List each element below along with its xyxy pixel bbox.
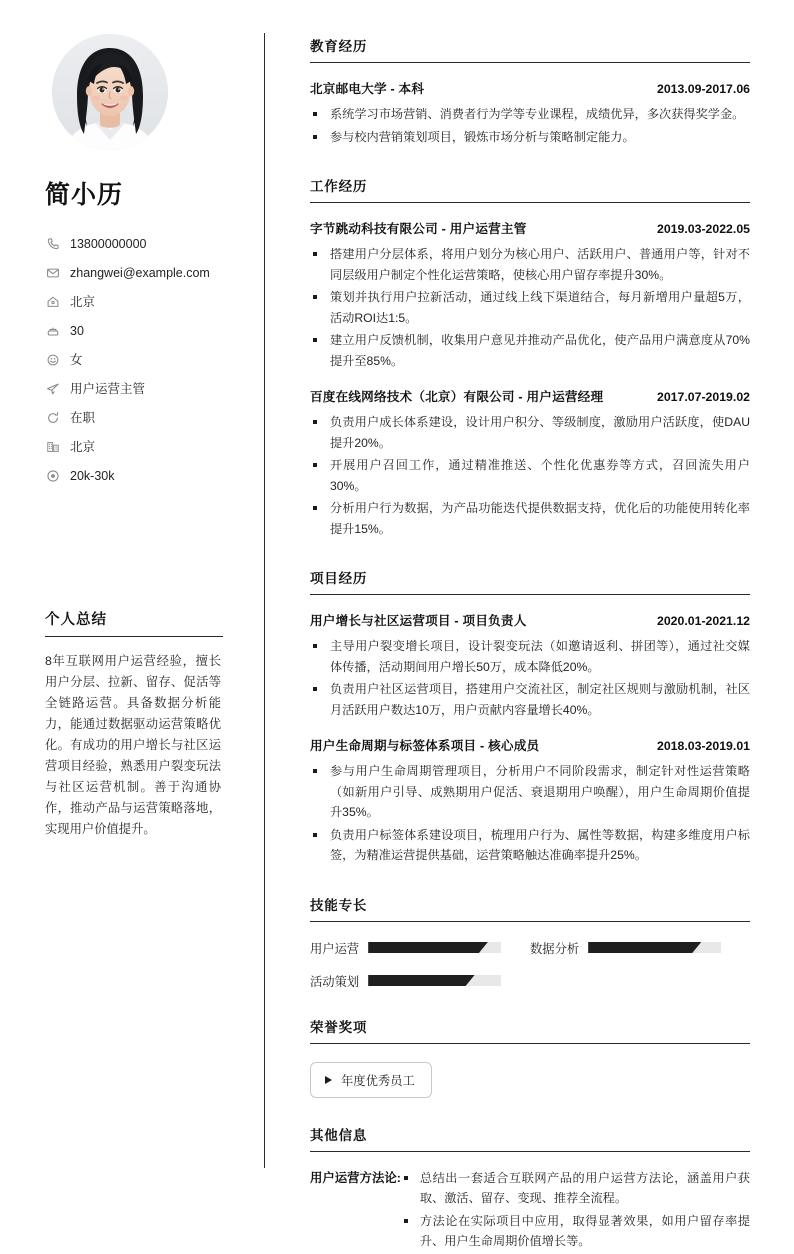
work-bullets xyxy=(310,244,750,371)
list-item: 搭建用户分层体系，将用户划分为核心用户、活跃用户、普通用户等，针对不同层级用户制定个性化运营策略，使核心用户留存率提升30%。 xyxy=(310,244,750,285)
skill-item xyxy=(530,939,750,957)
contact-value-phone: 13800000000 xyxy=(70,236,147,251)
skills-section xyxy=(310,894,750,990)
education-entry-head xyxy=(310,78,750,97)
honor-badge[interactable] xyxy=(310,1062,432,1098)
work-section xyxy=(310,175,750,539)
work-entry-date: 2017.07-2019.02 xyxy=(657,390,750,404)
building-icon xyxy=(45,439,61,455)
other-row xyxy=(310,1168,750,1254)
list-item: 参与校内营销策划项目，锻炼市场分析与策略制定能力。 xyxy=(310,127,750,148)
summary-section xyxy=(45,608,236,840)
education-entry-title: 北京邮电大学 - 本科 xyxy=(310,82,425,96)
paper-plane-icon xyxy=(45,381,61,397)
list-item: 方法论在实际项目中应用，取得显著效果，如用户留存率提升、用户生命周期价值增长等。 xyxy=(401,1211,750,1252)
list-item: 策划并执行用户拉新活动，通过线上线下渠道结合，每月新增用户量超5万，活动ROI达1:5。 xyxy=(310,287,750,328)
cake-icon xyxy=(45,323,61,339)
spacer xyxy=(310,1098,750,1124)
right-column xyxy=(264,0,794,1254)
project-entry-title: 用户增长与社区运营项目 - 项目负责人 xyxy=(310,614,527,628)
list-item: 负责用户标签体系建设项目，梳理用户行为、属性等数据，构建多维度用户标签，为精准运营提供基础，运营策略触达准确率提升25%。 xyxy=(310,825,750,866)
contact-value-gender: 女 xyxy=(70,352,83,367)
play-triangle-icon xyxy=(325,1076,332,1084)
contact-item-location xyxy=(45,287,236,316)
contact-item-status xyxy=(45,403,236,432)
summary-text: 8年互联网用户运营经验，擅长用户分层、拉新、留存、促活等全链路运营。具备数据分析能力，能通过数据驱动运营策略优化。有成功的用户增长与社区运营项目经验，熟悉用户裂变玩法与社区运营机制。善于沟通协作，推动产品与运营策略落地，实现用户价值提升。 xyxy=(45,654,221,836)
work-entry-date: 2019.03-2022.05 xyxy=(657,222,750,236)
contact-value-location: 北京 xyxy=(70,294,96,309)
project-entry-date: 2018.03-2019.01 xyxy=(657,739,750,753)
spacer xyxy=(310,149,750,175)
list-item: 参与用户生命周期管理项目，分析用户不同阶段需求，制定针对性运营策略（如新用户引导、成熟期用户促活、衰退期用户唤醒），用户生命周期价值提升35%。 xyxy=(310,761,750,823)
contact-item-email xyxy=(45,258,236,287)
contact-value-salary: 20k-30k xyxy=(70,468,115,483)
other-heading: 其他信息 xyxy=(310,1124,750,1152)
honors-heading: 荣誉奖项 xyxy=(310,1016,750,1044)
work-entry xyxy=(310,218,750,371)
project-bullets xyxy=(310,761,750,866)
other-section xyxy=(310,1124,750,1254)
contact-item-phone xyxy=(45,229,236,258)
skills-heading: 技能专长 xyxy=(310,894,750,922)
skill-bar-track xyxy=(368,975,501,986)
skill-label: 数据分析 xyxy=(530,941,580,956)
project-bullets xyxy=(310,636,750,720)
spacer xyxy=(310,541,750,567)
contact-value-email: zhangwei@example.com xyxy=(70,265,210,280)
project-entry-title: 用户生命周期与标签体系项目 - 核心成员 xyxy=(310,739,540,753)
contact-item-salary xyxy=(45,461,236,490)
education-bullets xyxy=(310,104,750,147)
work-heading: 工作经历 xyxy=(310,175,750,203)
honor-badge-label: 年度优秀员工 xyxy=(341,1073,415,1088)
honors-section xyxy=(310,1016,750,1098)
list-item: 开展用户召回工作，通过精准推送、个性化优惠券等方式，召回流失用户30%。 xyxy=(310,455,750,496)
contact-value-city: 北京 xyxy=(70,439,96,454)
education-entry-date: 2013.09-2017.06 xyxy=(657,82,750,96)
skill-bar-track xyxy=(588,942,721,953)
work-entry-head xyxy=(310,218,750,237)
project-entry-head xyxy=(310,735,750,754)
list-item: 系统学习市场营销、消费者行为学等专业课程，成绩优异，多次获得奖学金。 xyxy=(310,104,750,125)
list-item: 建立用户反馈机制，收集用户意见并推动产品优化，使产品用户满意度从70%提升至85%。 xyxy=(310,330,750,371)
skill-bar-fill xyxy=(368,975,474,986)
skill-bar-track xyxy=(368,942,501,953)
project-entry xyxy=(310,735,750,866)
list-item: 负责用户社区运营项目，搭建用户交流社区，制定社区规则与激励机制，社区月活跃用户数达10万，用户贡献内容量增长40%。 xyxy=(310,679,750,720)
contact-item-position xyxy=(45,374,236,403)
target-icon xyxy=(45,468,61,484)
skill-bar-fill xyxy=(588,942,701,953)
contact-list xyxy=(45,229,236,490)
honors-row xyxy=(310,1062,750,1098)
work-entry-head xyxy=(310,386,750,405)
projects-section xyxy=(310,567,750,866)
home-icon xyxy=(45,294,61,310)
contact-value-position: 用户运营主管 xyxy=(70,381,146,396)
refresh-icon xyxy=(45,410,61,426)
page-title: 简小历 xyxy=(45,181,124,209)
list-item: 总结出一套适合互联网产品的用户运营方法论，涵盖用户获取、激活、留存、变现、推荐全流程。 xyxy=(401,1168,750,1209)
skills-grid xyxy=(310,939,750,990)
summary-heading: 个人总结 xyxy=(45,608,223,637)
contact-item-age xyxy=(45,316,236,345)
skill-item xyxy=(310,972,530,990)
project-entry-date: 2020.01-2021.12 xyxy=(657,614,750,628)
skill-bar-fill xyxy=(368,942,488,953)
other-row-label: 用户运营方法论: xyxy=(310,1170,401,1185)
education-section xyxy=(310,35,750,147)
contact-item-gender xyxy=(45,345,236,374)
contact-value-status: 在职 xyxy=(70,410,96,425)
work-entry xyxy=(310,386,750,539)
contact-value-age: 30 xyxy=(70,323,84,338)
work-entry-title: 字节跳动科技有限公司 - 用户运营主管 xyxy=(310,222,527,236)
spacer xyxy=(310,990,750,1016)
work-bullets xyxy=(310,412,750,539)
project-entry-head xyxy=(310,610,750,629)
envelope-icon xyxy=(45,265,61,281)
skill-label: 活动策划 xyxy=(310,974,360,989)
left-column xyxy=(0,0,264,1210)
avatar xyxy=(52,34,168,150)
other-bullets xyxy=(401,1168,750,1252)
project-entry xyxy=(310,610,750,720)
education-heading: 教育经历 xyxy=(310,35,750,63)
avatar-photo xyxy=(52,34,168,150)
phone-icon xyxy=(45,236,61,252)
contact-item-city xyxy=(45,432,236,461)
spacer xyxy=(310,868,750,894)
gender-icon xyxy=(45,352,61,368)
list-item: 分析用户行为数据，为产品功能迭代提供数据支持，优化后的功能使用转化率提升15%。 xyxy=(310,498,750,539)
list-item: 主导用户裂变增长项目，设计裂变玩法（如邀请返利、拼团等），通过社交媒体传播，活动期间用户增长50万，成本降低20%。 xyxy=(310,636,750,677)
skill-item xyxy=(310,939,530,957)
list-item: 负责用户成长体系建设，设计用户积分、等级制度，激励用户活跃度，使DAU提升20%。 xyxy=(310,412,750,453)
work-entry-title: 百度在线网络技术（北京）有限公司 - 用户运营经理 xyxy=(310,390,604,404)
skill-label: 用户运营 xyxy=(310,941,360,956)
other-row-body xyxy=(401,1168,750,1254)
education-entry xyxy=(310,78,750,147)
projects-heading: 项目经历 xyxy=(310,567,750,595)
